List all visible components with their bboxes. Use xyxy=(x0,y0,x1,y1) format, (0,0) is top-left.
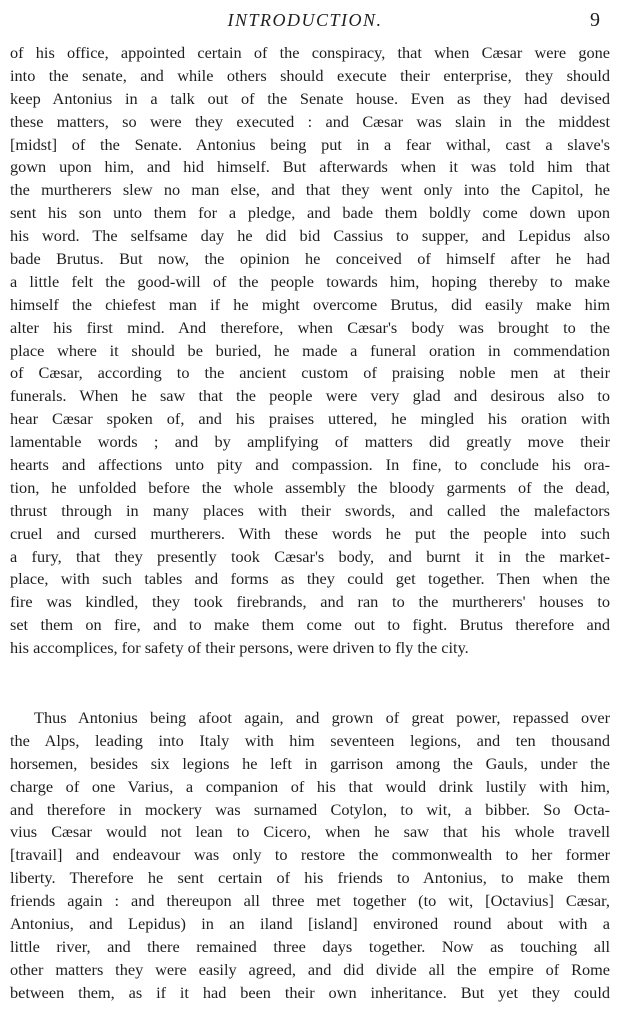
text-line: [travail] and endeavour was only to restore the commonwealth to her former xyxy=(10,845,610,865)
text-line: Thus Antonius being afoot again, and grown of great power, repassed over xyxy=(34,708,610,727)
text-line: fire was kindled, they took firebrands, and ran to the murtherers' houses to xyxy=(10,592,610,612)
text-line: keep Antonius in a talk out of the Senate house. Even as they had devised xyxy=(10,88,610,108)
text-line: charge of one Varius, a companion of his that would drink lustily with him, xyxy=(10,776,610,796)
text-line: Antonius, and Lepidus) in an iland [island] environed round about with a xyxy=(10,914,610,934)
text-line: vius Cæsar would not lean to Cicero, when he saw that his whole travell xyxy=(10,822,610,842)
text-line: [midst] of the Senate. Antonius being put in a fear withal, cast a slave's xyxy=(10,134,610,154)
page-header xyxy=(10,10,600,36)
running-title: INTRODUCTION. xyxy=(227,10,383,30)
text-line: bade Brutus. But now, the opinion he conceived of himself after he had xyxy=(10,249,610,269)
text-line: sent his son unto them for a pledge, and bade them boldly come down upon xyxy=(10,203,610,223)
text-line: of Cæsar, according to the ancient custom of praising noble men at their xyxy=(10,363,610,383)
text-line: friends again : and thereupon all three met together (to wit, [Octavius] Cæsar, xyxy=(10,891,610,911)
text-line: hear Cæsar spoken of, and his praises uttered, he mingled his oration with xyxy=(10,409,610,429)
text-line: tion, he unfolded before the whole assembly the bloody garments of the dead, xyxy=(10,477,610,497)
text-line: the murtherers slew no man else, and that they went only into the Capitol, he xyxy=(10,180,610,200)
text-line: funerals. When he saw that the people were very glad and desirous also to xyxy=(10,386,610,406)
text-line: thrust through in many places with their swords, and called the malefactors xyxy=(10,500,610,520)
text-line: his accomplices, for safety of their persons, were driven to fly the city. xyxy=(10,638,469,658)
text-line: his word. The selfsame day he did bid Cassius to supper, and Lepidus also xyxy=(10,226,610,246)
text-line: gown upon him, and hid himself. But afterwards when it was told him that xyxy=(10,157,610,177)
text-line: place where it should be buried, he made a funeral oration in commendation xyxy=(10,340,610,360)
text-line: a fury, that they presently took Cæsar's body, and burnt it in the market- xyxy=(10,546,610,566)
text-line: alter his first mind. And therefore, when Cæsar's body was brought to the xyxy=(10,317,610,337)
text-line: horsemen, besides six legions he left in garrison among the Gauls, under the xyxy=(10,753,610,773)
paragraph-2 xyxy=(10,707,610,1005)
text-line: other matters they were easily agreed, and did divide all the empire of Rome xyxy=(10,959,610,979)
text-line: hearts and affections unto pity and compassion. In fine, to conclude his ora- xyxy=(10,455,610,475)
page-number: 9 xyxy=(590,9,600,31)
text-line: a little felt the good-will of the people towards him, hoping thereby to make xyxy=(10,271,610,291)
text-line: set them on fire, and to make them come out to fight. Brutus therefore and xyxy=(10,615,610,635)
text-line: these matters, so were they executed : and Cæsar was slain in the middest xyxy=(10,111,610,131)
text-line: the Alps, leading into Italy with him seventeen legions, and ten thousand xyxy=(10,730,610,750)
text-line: between them, as if it had been their own inheritance. But yet they could xyxy=(10,982,610,1002)
paragraph-1 xyxy=(10,42,610,660)
text-line: and therefore in mockery was surnamed Cotylon, to wit, a bibber. So Octa- xyxy=(10,799,610,819)
text-line: into the senate, and while others should execute their enterprise, they should xyxy=(10,65,610,85)
text-line: liberty. Therefore he sent certain of his friends to Antonius, to make them xyxy=(10,868,610,888)
text-line: of his office, appointed certain of the conspiracy, that when Cæsar were gone xyxy=(10,43,610,62)
text-line: lamentable words ; and by amplifying of matters did greatly move their xyxy=(10,432,610,452)
text-line: cruel and cursed murtherers. With these words he put the people into such xyxy=(10,523,610,543)
text-line: place, with such tables and forms as they could get together. Then when the xyxy=(10,569,610,589)
text-line: himself the chiefest man if he might overcome Brutus, did easily make him xyxy=(10,294,610,314)
text-line: little river, and there remained three days together. Now as touching all xyxy=(10,936,610,956)
